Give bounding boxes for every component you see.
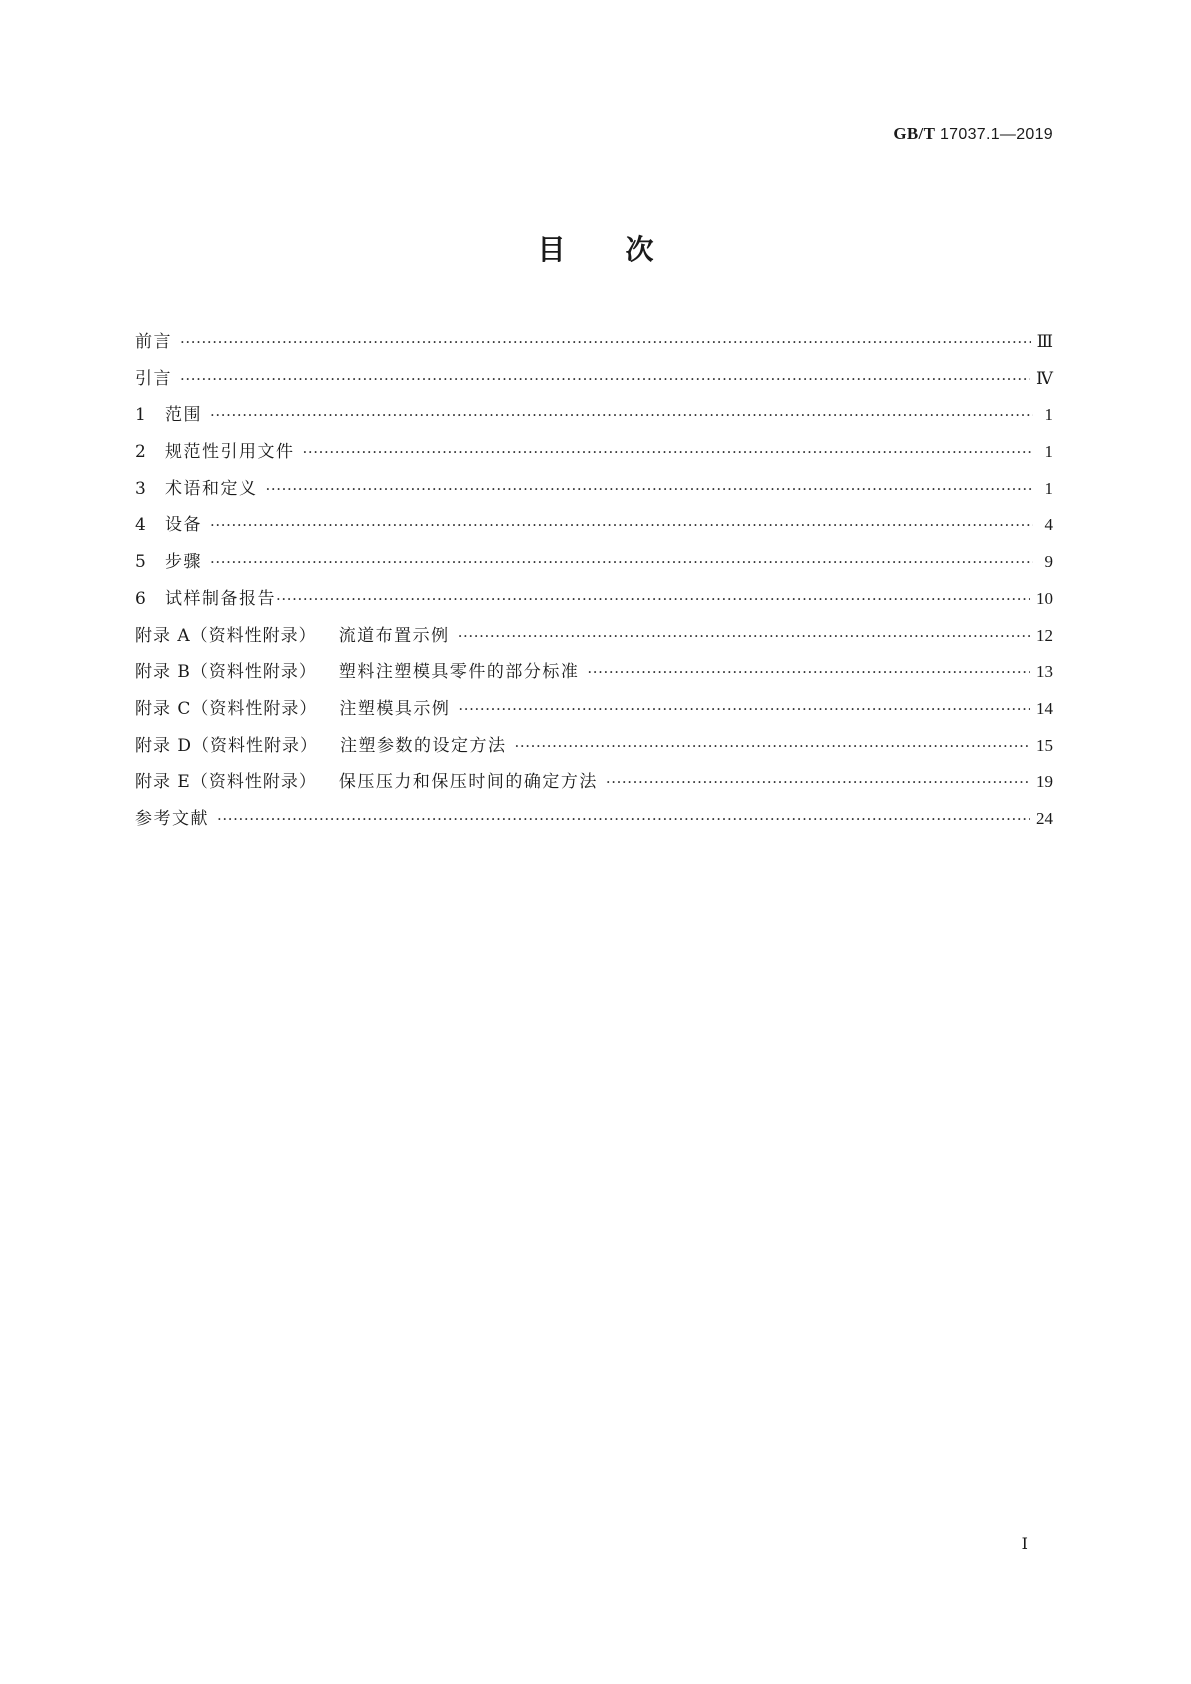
toc-annex-code: 附录 E（资料性附录） — [135, 772, 317, 793]
standard-prefix: GB/T — [893, 124, 936, 143]
toc-leader-dots — [458, 627, 1030, 645]
toc-entry-number: 1 — [135, 405, 146, 426]
toc-entry-normative-references[interactable] — [135, 437, 1053, 474]
toc-leader-dots — [303, 443, 1034, 461]
toc-entry-procedure[interactable] — [135, 547, 1053, 584]
toc-annex-code: 附录 D（资料性附录） — [135, 735, 319, 756]
toc-entry-page: 14 — [1036, 698, 1053, 718]
toc-entry-apparatus[interactable] — [135, 510, 1053, 547]
toc-leader-dots — [217, 810, 1030, 828]
toc-entry-label: 注塑参数的设定方法 — [340, 735, 507, 756]
toc-entry-page: 10 — [1036, 588, 1053, 608]
toc-entry-page: 1 — [1044, 442, 1053, 462]
toc-entry-page: 1 — [1044, 405, 1053, 425]
toc-entry-annex-a[interactable] — [135, 621, 1053, 658]
toc-entry-page: 15 — [1036, 735, 1053, 755]
toc-entry-number: 3 — [135, 478, 146, 499]
toc-annex-code: 附录 B（资料性附录） — [135, 662, 317, 683]
toc-entry-label: 引言 — [135, 368, 172, 389]
toc-entry-foreword[interactable] — [135, 327, 1053, 364]
toc-entry-annex-c[interactable] — [135, 694, 1053, 731]
toc-leader-dots — [458, 700, 1030, 718]
toc-leader-dots — [210, 553, 1033, 571]
toc-entry-label: 规范性引用文件 — [165, 442, 295, 463]
toc-entry-label: 试样制备报告 — [165, 588, 276, 609]
toc-entry-label: 注塑模具示例 — [339, 698, 451, 719]
toc-entry-label: 设备 — [165, 515, 202, 536]
toc-leader-dots — [210, 516, 1033, 534]
toc-entry-number: 2 — [135, 442, 146, 463]
toc-leader-dots — [515, 737, 1030, 755]
toc-entry-label: 流道布置示例 — [338, 625, 450, 646]
toc-leader-dots — [210, 406, 1033, 424]
toc-entry-page: 19 — [1036, 772, 1053, 792]
page-title: 目次 — [537, 233, 714, 266]
toc-entry-page: 24 — [1036, 808, 1053, 828]
toc-entry-page: Ⅲ — [1036, 332, 1053, 351]
toc-leader-dots — [180, 370, 1030, 388]
toc-entry-label: 步骤 — [165, 552, 202, 573]
toc-entry-scope[interactable] — [135, 400, 1053, 437]
table-of-contents — [135, 327, 1053, 841]
toc-leader-dots — [180, 333, 1031, 351]
toc-entry-label: 前言 — [135, 332, 172, 352]
toc-entry-terms-definitions[interactable] — [135, 474, 1053, 511]
toc-entry-annex-d[interactable] — [135, 731, 1053, 768]
toc-entry-specimen-report[interactable] — [135, 584, 1053, 621]
toc-entry-page: 9 — [1044, 552, 1053, 572]
standard-code: 17037.1—2019 — [939, 126, 1053, 143]
toc-entry-label: 塑料注塑模具零件的部分标准 — [338, 662, 580, 683]
toc-entry-annex-e[interactable] — [135, 767, 1053, 804]
toc-entry-page: 13 — [1036, 662, 1053, 682]
toc-annex-code: 附录 C（资料性附录） — [135, 698, 318, 719]
toc-entry-label: 保压压力和保压时间的确定方法 — [338, 772, 598, 793]
page-number: Ⅰ — [1021, 1536, 1028, 1553]
toc-entry-page: 4 — [1044, 515, 1053, 535]
toc-annex-code: 附录 A（资料性附录） — [135, 625, 317, 646]
toc-entry-number: 6 — [135, 588, 146, 609]
toc-entry-label: 范围 — [165, 405, 202, 426]
toc-entry-introduction[interactable] — [135, 364, 1053, 401]
toc-entry-page: 12 — [1036, 625, 1053, 645]
toc-entry-label: 参考文献 — [135, 808, 209, 829]
toc-entry-bibliography[interactable] — [135, 804, 1053, 841]
toc-entry-page: Ⅳ — [1036, 368, 1053, 388]
toc-leader-dots — [606, 773, 1030, 791]
toc-leader-dots — [276, 590, 1030, 608]
standard-number — [893, 124, 1053, 144]
toc-entry-page: 1 — [1044, 478, 1053, 498]
toc-entry-annex-b[interactable] — [135, 657, 1053, 694]
toc-leader-dots — [266, 480, 1034, 498]
toc-entry-number: 4 — [135, 515, 146, 536]
toc-leader-dots — [587, 663, 1030, 681]
toc-entry-number: 5 — [135, 552, 146, 573]
toc-entry-label: 术语和定义 — [165, 478, 258, 499]
